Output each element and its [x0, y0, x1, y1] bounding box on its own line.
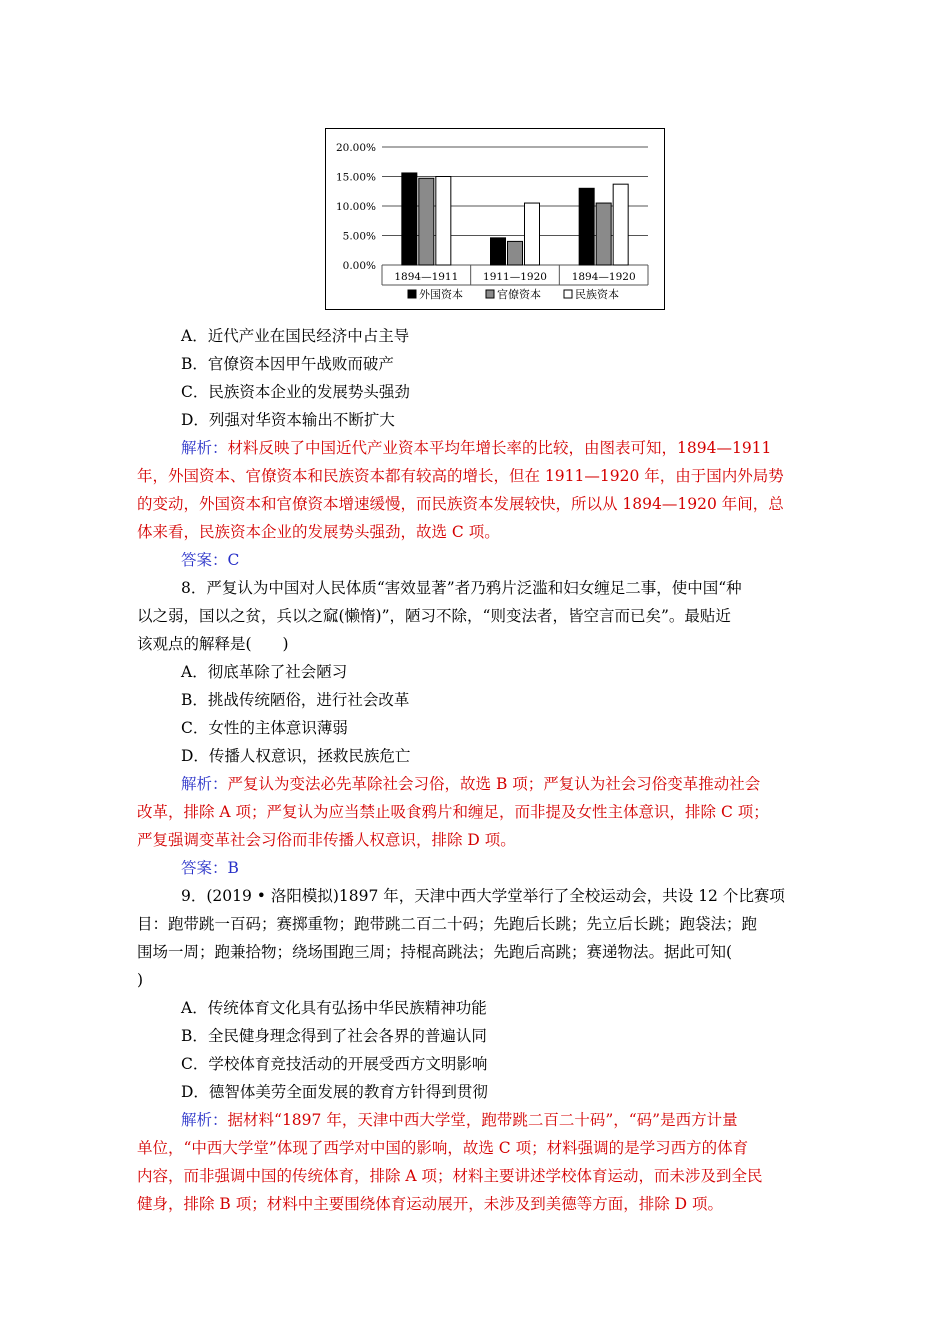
q8-option-c: C．女性的主体意识薄弱 [181, 719, 348, 737]
bar-1-3 [579, 188, 594, 265]
q7-explanation [137, 434, 815, 546]
bar-chart [325, 128, 665, 310]
q8-explanation-line-1: 严复认为变法必先革除社会习俗，故选 B 项；严复认为社会习俗变革推动社会 [227, 775, 761, 793]
q8-stem-line-2: 以之弱，国以之贫，兵以之窳(懒惰)”，陋习不除，“则变法者，皆空言而已矣”。最贴近 [137, 607, 731, 625]
legend-label: 外国资本 [419, 288, 463, 301]
q7-option-b: B．官僚资本因甲午战败而破产 [181, 355, 394, 373]
q8-option-a: A．彻底革除了社会陋习 [181, 663, 348, 681]
q8-options [137, 658, 815, 770]
q8-explanation-label: 解析： [181, 775, 228, 793]
legend-swatch [408, 290, 416, 298]
q9-option-d: D．德智体美劳全面发展的教育方针得到贯彻 [181, 1083, 488, 1101]
q9-option-b: B．全民健身理念得到了社会各界的普遍认同 [181, 1027, 487, 1045]
q9-options [137, 994, 815, 1106]
q8-explanation-line-3: 严复强调变革社会习俗而非传播人权意识，排除 D 项。 [137, 831, 516, 849]
bar-1-1 [402, 173, 417, 265]
q9-stem [137, 882, 815, 994]
q8-option-d: D．传播人权意识，拯救民族危亡 [181, 747, 411, 765]
q9-explanation-label: 解析： [181, 1111, 228, 1129]
q9-explanation-line-4: 健身，排除 B 项；材料中主要围绕体育运动展开，未涉及到美德等方面，排除 D 项。 [137, 1195, 724, 1213]
q7-explanation-line-1: 材料反映了中国近代产业资本平均年增长率的比较，由图表可知，1894—1911 [227, 439, 772, 457]
y-tick-label: 20.00% [335, 142, 376, 154]
q8-stem-line-1: 8．严复认为中国对人民体质“害效显著”者乃鸦片泛滥和妇女缠足二事，使中国“种 [181, 579, 742, 597]
q7-option-a: A．近代产业在国民经济中占主导 [181, 327, 410, 345]
bar-2-1 [419, 178, 434, 265]
q7-answer: 答案：C [181, 551, 240, 569]
content [137, 322, 815, 1218]
q9-stem-line-3: 围场一周；跑兼拾物；绕场围跑三周；持棍高跳法；先跑后高跳；赛递物法。据此可知( [137, 943, 733, 961]
q8-stem-line-3: 该观点的解释是( ) [137, 635, 289, 653]
bar-1-2 [491, 238, 506, 265]
legend-label: 民族资本 [575, 288, 619, 301]
q7-option-d: D．列强对华资本输出不断扩大 [181, 411, 395, 429]
y-tick-label: 0.00% [342, 260, 376, 272]
q7-explanation-line-2: 年，外国资本、官僚资本和民族资本都有较高的增长，但在 1911—1920 年，由于国内外局势 [137, 467, 784, 485]
q8-answer: 答案：B [181, 859, 239, 877]
q9-stem-line-4: ) [137, 971, 144, 989]
bar-chart-svg [326, 129, 666, 311]
bar-2-2 [508, 241, 523, 265]
q7-explanation-line-4: 体来看，民族资本企业的发展势头强劲，故选 C 项。 [137, 523, 500, 541]
q8-explanation [137, 770, 815, 854]
x-tick-label: 1894—1911 [394, 271, 459, 283]
q7-explanation-line-3: 的变动，外国资本和官僚资本增速缓慢，而民族资本发展较快，所以从 1894—1920 年间，总 [137, 495, 784, 513]
bar-3-3 [613, 184, 628, 265]
q9-explanation-line-3: 内容，而非强调中国的传统体育，排除 A 项；材料主要讲述学校体育运动，而未涉及到全民 [137, 1167, 763, 1185]
legend-label: 官僚资本 [497, 288, 541, 301]
x-tick-label: 1894—1920 [571, 271, 636, 283]
q9-option-c: C．学校体育竞技活动的开展受西方文明影响 [181, 1055, 488, 1073]
bar-2-3 [596, 203, 611, 265]
q9-explanation-line-2: 单位，“中西大学堂”体现了西学对中国的影响，故选 C 项；材料强调的是学习西方的体育 [137, 1139, 749, 1157]
y-tick-label: 15.00% [335, 171, 376, 184]
x-tick-label: 1911—1920 [483, 271, 547, 283]
q8-option-b: B．挑战传统陋俗，进行社会改革 [181, 691, 410, 709]
y-tick-label: 10.00% [335, 201, 376, 213]
q7-options [137, 322, 815, 434]
q9-explanation [137, 1106, 815, 1218]
q9-explanation-line-1: 据材料“1897 年，天津中西大学堂，跑带跳二百二十码”，“码”是西方计量 [227, 1111, 738, 1129]
bar-3-2 [525, 203, 540, 265]
q8-stem [137, 574, 815, 658]
q8-explanation-line-2: 改革，排除 A 项；严复认为应当禁止吸食鸦片和缠足，而非提及女性主体意识，排除 C 项； [137, 803, 769, 821]
q9-stem-line-2: 目：跑带跳一百码；赛掷重物；跑带跳二百二十码；先跑后长跳；先立后长跳；跑袋法；跑 [137, 915, 758, 933]
q7-explanation-label: 解析： [181, 439, 228, 457]
legend-swatch [564, 290, 572, 298]
q9-option-a: A．传统体育文化具有弘扬中华民族精神功能 [181, 999, 487, 1017]
y-tick-label: 5.00% [342, 230, 376, 243]
bar-3-1 [436, 177, 451, 266]
legend-swatch [486, 290, 494, 298]
q9-stem-line-1: 9．(2019 • 洛阳模拟)1897 年，天津中西大学堂举行了全校运动会，共设 12 个比赛项 [181, 887, 785, 905]
q7-option-c: C．民族资本企业的发展势头强劲 [181, 383, 410, 401]
